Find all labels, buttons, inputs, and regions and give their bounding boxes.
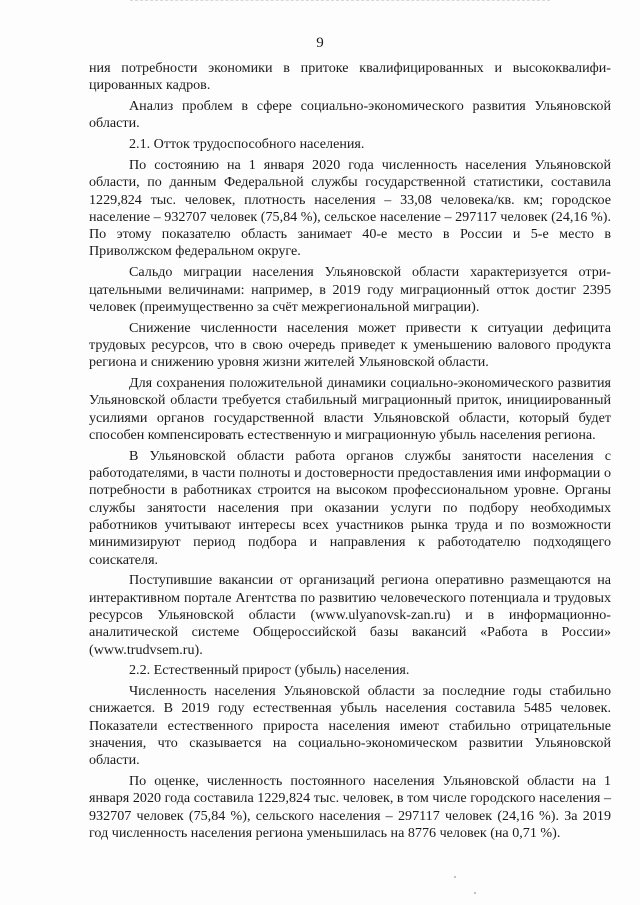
document-body [89, 60, 611, 846]
paragraph-analysis-intro: Анализ проблем в сфере социально-экономического развития Ульяновской области. [89, 98, 611, 132]
paragraph-migration-inflow: Для сохранения положительной динамики социально-экономического развития Ульяновской области требуется стабильный миграционный приток, инициированный усилиями органов государственной власти Ульяновской области, который будет способен компенсировать естественную и миграционную убыль населения региона. [89, 375, 611, 443]
section-heading-2-2: 2.2. Естественный прирост (убыль) населения. [129, 662, 410, 679]
scan-speck [474, 892, 476, 894]
scan-top-edge-marks [130, 0, 550, 6]
paragraph-employment-services: В Ульяновской области работа органов службы занятости населения с работодателями, в части полноты и достоверности предоставления ими информации о потребности в работниках строится на высоком профессиональном уровне. Органы службы занятости населения при оказании услуги по подбору необходимых работников учитывают интересы всех участников рынка труда и по возможности минимизируют период подбора и направления к работодателю подходящего соискателя. [89, 447, 611, 568]
paragraph-population-estimate: По оценке, численность постоянного населения Ульяновской области на 1 января 2020 года составила 1229,824 тыс. человек, в том числе городского населения – 932707 человек (75,84 %), сельского населения – 297117 человек (24,16 %). За 2019 год численность населения региона уменьшилась на 8776 человек (на 0,71 %). [89, 773, 611, 841]
paragraph-population-stats: По состоянию на 1 января 2020 года численность населения Ульяновской области, по данным Федеральной службы государственной статистики, составила 1229,824 тыс. человек, плотность населения – 33,08 человека/кв. км; городское население – 932707 человек (75,84 %), сельское население – 297117 человек (24,16 %). По этому показателю область занимает 40-е место в России и 5-е место в Приволжском федеральном округе. [89, 156, 611, 260]
paragraph-continuation: ния потребности экономики в притоке квалифицированных и высококвалифицированных кадров. [89, 60, 611, 94]
paragraph-natural-decline: Численность населения Ульяновской области за последние годы стабильно снижается. В 2019 году естественная убыль населения составила 5485 человек. Показатели естественного прироста населения имеют стабильно отрицательные значения, что сказывается на социально-экономическом развитии Ульяновской области. [89, 683, 611, 769]
paragraph-migration-balance: Сальдо миграции населения Ульяновской области характеризуется отрицательными величинами: например, в 2019 году миграционный отток достиг 2395 человек (преимущественно за счёт межрегиональной миграции). [89, 264, 611, 315]
section-heading-2-1: 2.1. Отток трудоспособного населения. [129, 136, 365, 153]
paragraph-vacancies-portal: Поступившие вакансии от организаций региона оперативно размещаются на интерактивном портале Агентства по развитию человеческого потенциала и трудовых ресурсов Ульяновской области (www.ulyanovsk-zan.ru) и в информационно-аналитической системе Общероссийской базы вакансий «Работа в России» (www.trudvsem.ru). [89, 572, 611, 658]
paragraph-population-decline: Снижение численности населения может привести к ситуации дефицита трудовых ресурсов, что в свою очередь приведет к уменьшению валового продукта региона и снижению уровня жизни жителей Ульяновской области. [89, 319, 611, 371]
scan-speck [454, 876, 456, 878]
page-number: 9 [316, 35, 324, 51]
